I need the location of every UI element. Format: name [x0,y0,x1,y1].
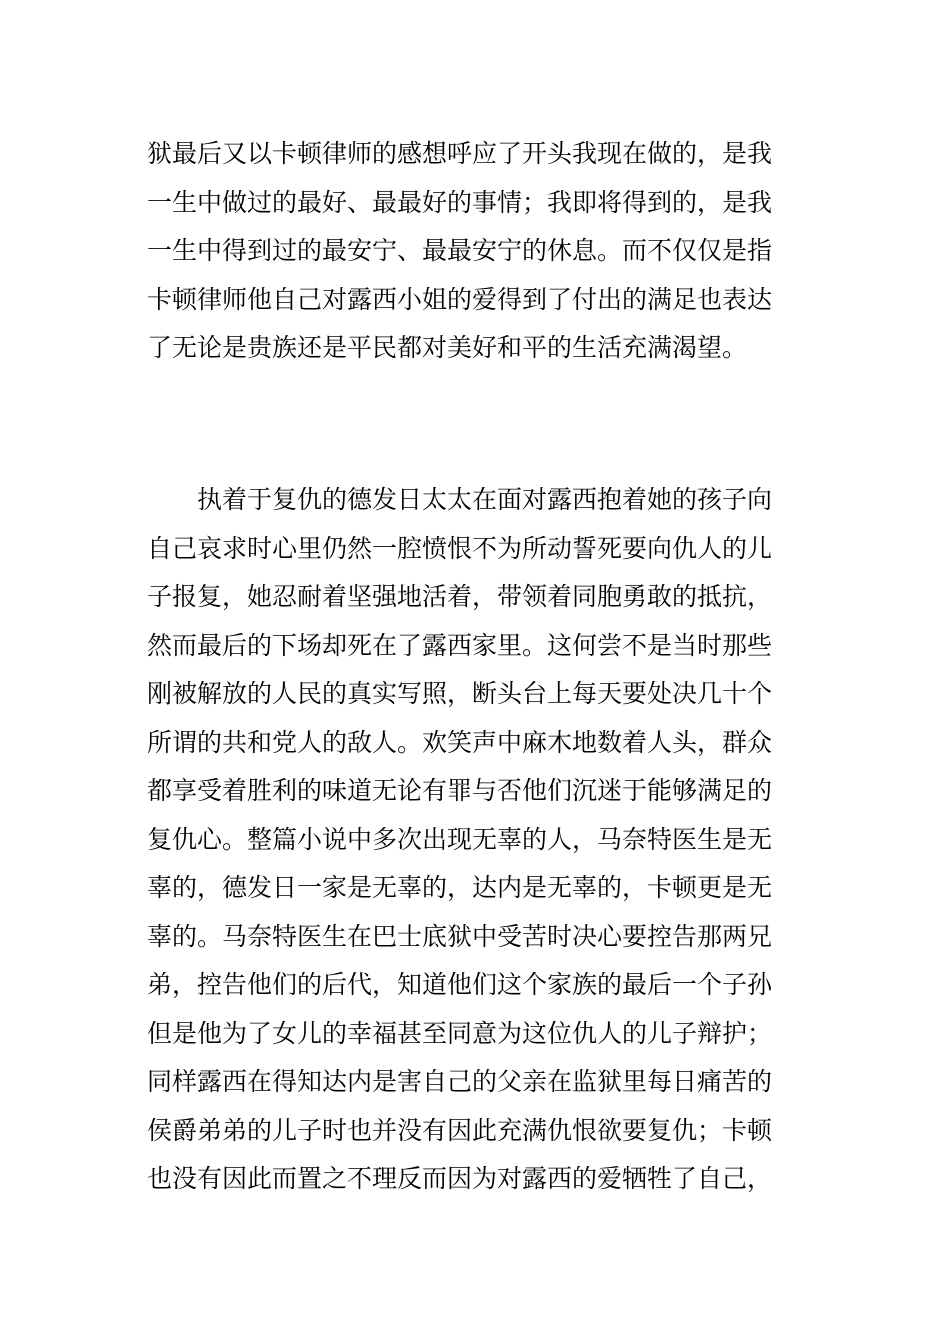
text-line: 卡顿律师他自己对露西小姐的爱得到了付出的满足也表达 [147,284,773,314]
text-line: 辜的。马奈特医生在巴士底狱中受苦时决心要控告那两兄 [147,921,773,951]
text-line: 一生中做过的最好、最最好的事情；我即将得到的，是我 [147,187,773,217]
text-line: 弟，控告他们的后代，知道他们这个家族的最后一个子孙 [147,970,773,999]
paragraph-1 [147,130,817,373]
text-line: 辜的，德发日一家是无辜的，达内是无辜的，卡顿更是无 [147,873,773,902]
text-line: 刚被解放的人民的真实写照，断头台上每天要处决几十个 [147,679,773,708]
text-line: 同样露西在得知达内是害自己的父亲在监狱里每日痛苦的 [147,1067,773,1096]
text-line: 所谓的共和党人的敌人。欢笑声中麻木地数着人头，群众 [147,727,773,757]
text-line: 但是他为了女儿的幸福甚至同意为这位仇人的儿子辩护； [147,1018,773,1048]
text-line: 了无论是贵族还是平民都对美好和平的生活充满渴望。 [147,333,748,362]
text-line: 然而最后的下场却死在了露西家里。这何尝不是当时那些 [147,630,773,660]
text-line: 子报复，她忍耐着坚强地活着，带领着同胞勇敢的抵抗， [147,582,773,611]
text-line: 都享受着胜利的味道无论有罪与否他们沉迷于能够满足的 [147,776,773,805]
text-line: 执着于复仇的德发日太太在面对露西抱着她的孩子向 [147,485,773,514]
text-line: 也没有因此而置之不理反而因为对露西的爱牺牲了自己， [147,1164,773,1193]
text-line: 狱最后又以卡顿律师的感想呼应了开头我现在做的，是我 [147,139,773,168]
paragraph-2 [147,476,817,1204]
text-line: 侯爵弟弟的儿子时也并没有因此充满仇恨欲要复仇；卡顿 [147,1115,773,1145]
text-line: 自己哀求时心里仍然一腔愤恨不为所动誓死要向仇人的儿 [147,533,773,563]
text-line: 一生中得到过的最安宁、最最安宁的休息。而不仅仅是指 [147,236,773,265]
text-line: 复仇心。整篇小说中多次出现无辜的人，马奈特医生是无 [147,824,773,854]
